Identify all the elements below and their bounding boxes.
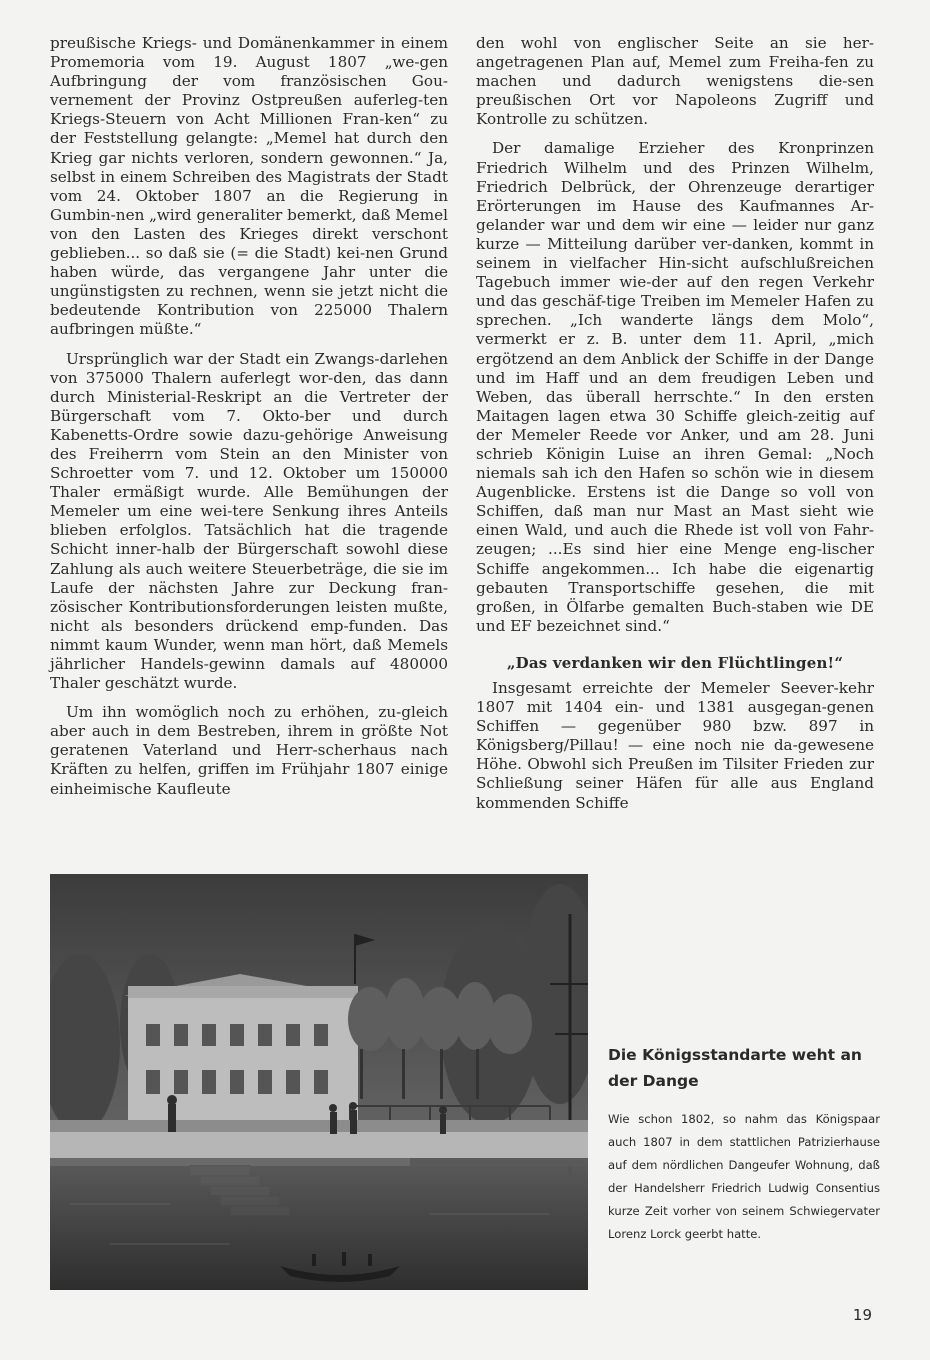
caption-text: Wie schon 1802, so nahm das Königspaar auch 1807 in dem stattlichen Patrizierhause auf dem nördlichen Dangeufer Wohnung, daß der Handelsherr Friedrich Ludwig Consentius kurze Zeit vorher von seinem Schwiegervater Lorenz Lorck geerbt hatte. — [608, 1112, 880, 1241]
paragraph: Der damalige Erzieher des Kronprinzen Friedrich Wilhelm und des Prinzen Wilhelm, Friedrich Delbrück, der Ohrenzeuge derartiger Erörterungen im Hause des Kaufmannes Ar-gelander war und dem wir eine — leider nur ganz kurze — Mitteilung darüber ver-danken, kommt in seinem in vielfacher Hin-sicht aufschlußreichen Tagebuch immer wie-der auf den regen Verkehr und das geschäf-tige Treiben im Memeler Hafen zu sprechen. „Ich wanderte längs dem Molo“, vermerkt er z. B. unter dem 11. April, „mich ergötzend an dem Anblick der Schiffe in der Dange und im Haff und an dem freudigen Leben und Weben, das überall herrschte.“ In den ersten Maitagen lagen etwa 30 Schiffe gleich-zeitig auf der Memeler Reede vor Anker, und am 28. Juni schrieb Königin Luise an ihren Gemal: „Noch niemals sah ich den Hafen so schön wie in diesem Augenblicke. Erstens ist die Dange so voll von Schiffen, daß man nur Mast an Mast sieht wie einen Wald, und auch die Rhede ist voll von Fahr-zeugen; ...Es sind hier eine Menge eng-lischer Schiffe angekommen... Ich habe die eigenartig gebauten Transportschiffe gesehen, die mit großen, in Ölfarbe gemalten Buch-staben wie DE und EF bezeichnet sind.“ — [476, 139, 874, 635]
caption-title: Die Königsstandarte weht an der Dange — [608, 1046, 862, 1090]
paragraph: Insgesamt erreichte der Memeler Seever-kehr 1807 mit 1404 ein- und 1381 ausgegan-genen Schiffen — gegenüber 980 bzw. 897 in Königsberg/Pillau! — eine noch nie da-gewesene Höhe. Obwohl sich Preußen im Tilsiter Frieden zur Schließung seiner Häfen für alle aus England kommenden Schiffe — [476, 679, 874, 812]
right-text-column — [476, 34, 874, 823]
figure-caption — [608, 1042, 880, 1246]
illustration-drawing — [50, 874, 588, 1290]
left-text-column — [50, 34, 448, 809]
paragraph: Um ihn womöglich noch zu erhöhen, zu-gleich aber auch in dem Bestreben, ihrem in größte Not geratenen Vaterland und Herr-scherhaus nach Kräften zu helfen, griffen im Frühjahr 1807 einige einheimische Kaufleute — [50, 703, 448, 798]
paragraph: preußische Kriegs- und Domänenkammer in einem Promemoria vom 19. August 1807 „we-gen Aufbringung der vom französischen Gou-vernement der Provinz Ostpreußen auferleg-ten Kriegs-Steuern von Acht Millionen Fran-ken“ zu der Feststellung gelangte: „Memel hat durch den Krieg gar nichts verloren, sondern gewonnen.“ Ja, selbst in einem Schreiben des Magistrats der Stadt vom 24. Oktober 1807 an die Regierung in Gumbin-nen „wird generaliter bemerkt, daß Memel von den Lasten des Krieges direkt verschont geblieben... so daß sie (= die Stadt) kei-nen Grund haben würde, das vergangene Jahr unter die ungünstigsten zu rechnen, wenn sie jetzt nicht die bedeutende Kontribution von 225000 Thalern aufbringen müßte.“ — [50, 34, 448, 339]
historical-illustration — [50, 874, 588, 1290]
paragraph: Ursprünglich war der Stadt ein Zwangs-darlehen von 375000 Thalern auferlegt wor-den, das dann durch Ministerial-Reskript an die Vertreter der Bürgerschaft vom 7. Okto-ber und durch Kabenetts-Ordre sowie dazu-gehörige Anweisung des Freiherrn vom Stein an den Minister von Schroetter vom 7. und 12. Oktober um 150000 Thaler ermäßigt wurde. Alle Bemühungen der Memeler um eine wei-tere Senkung ihres Anteils blieben erfolglos. Tatsächlich hat die tragende Schicht inner-halb der Bürgerschaft sowohl diese Zahlung als auch weitere Steuerbeträge, die sie im Laufe der nächsten Jahre zur Deckung fran-zösischer Kontributionsforderungen leisten mußte, nicht als besonders drückend emp-funden. Das nimmt kaum Wunder, wenn man hört, daß Memels jährlicher Handels-gewinn damals auf 480000 Thaler geschätzt wurde. — [50, 349, 448, 693]
page-number: 19 — [852, 1306, 872, 1324]
section-subheading: „Das verdanken wir den Flüchtlingen!“ — [506, 653, 844, 672]
paragraph: den wohl von englischer Seite an sie her-angetragenen Plan auf, Memel zum Freiha-fen zu machen und dadurch wenigstens die-sen preußischen Ort vor Napoleons Zugriff und Kontrolle zu schützen. — [476, 34, 874, 129]
